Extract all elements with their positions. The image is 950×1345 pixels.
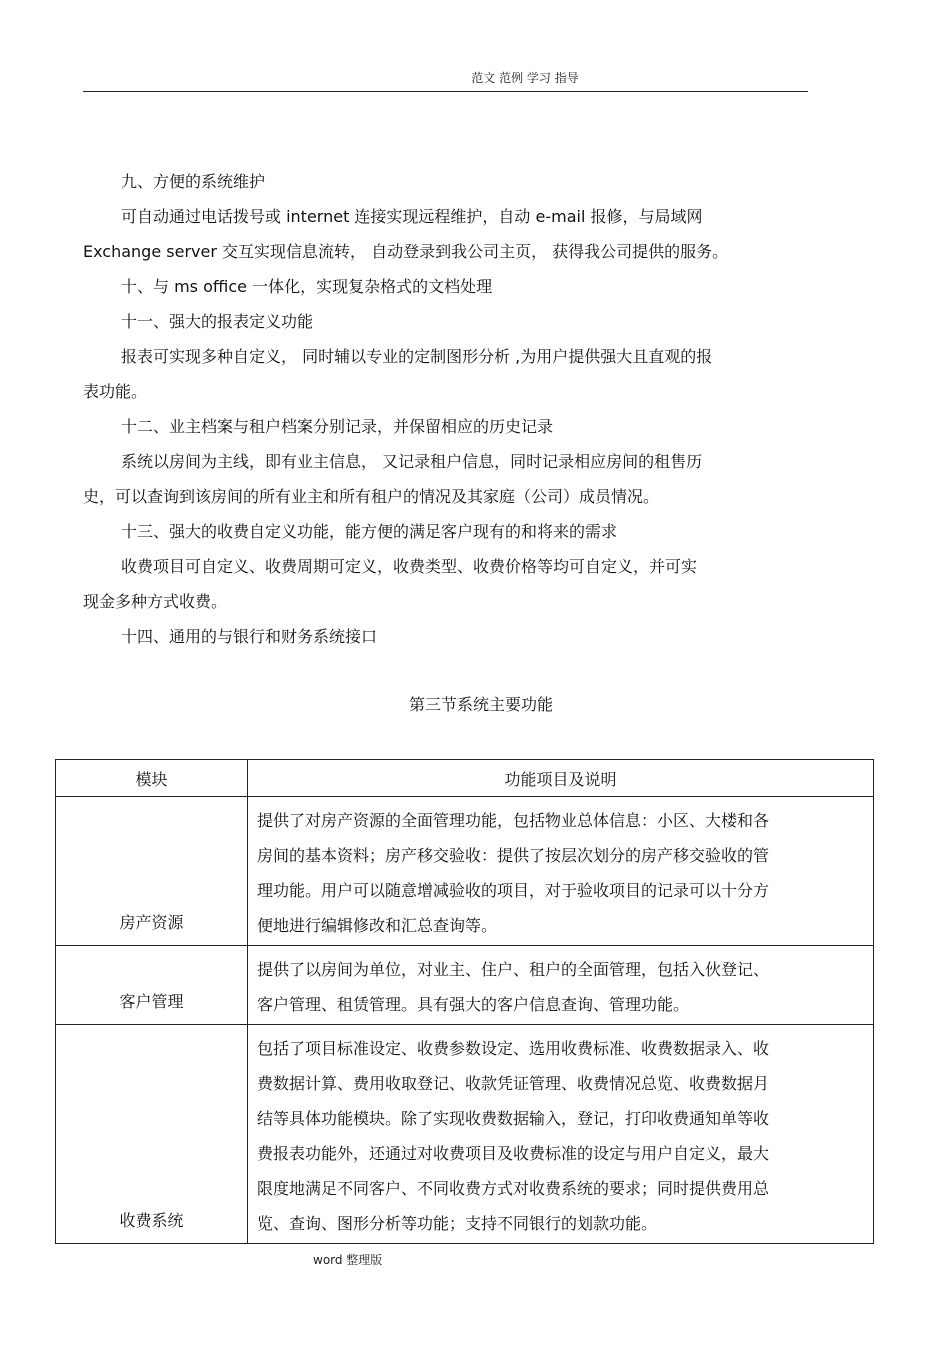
- body-line: 系统以房间为主线，即有业主信息， 又记录租户信息，同时记录相应房间的租售历: [121, 452, 703, 471]
- body-line: 报表可实现多种自定义， 同时辅以专业的定制图形分析 ,为用户提供强大且直观的报: [121, 347, 713, 366]
- body-line: 十、与 ms office 一体化，实现复杂格式的文档处理: [121, 277, 493, 296]
- body-line: 九、方便的系统维护: [121, 172, 266, 191]
- description-line: 结等具体功能模块。除了实现收费数据输入，登记，打印收费通知单等收: [257, 1109, 770, 1128]
- body-line: 史，可以查询到该房间的所有业主和所有租户的情况及其家庭（公司）成员情况。: [83, 487, 660, 506]
- description-cell: [248, 1025, 874, 1244]
- body-line: 表功能。: [83, 382, 148, 401]
- column-header-module: 模块: [56, 760, 248, 797]
- section-title: 第三节系统主要功能: [408, 695, 553, 714]
- table-row: [56, 1025, 874, 1244]
- body-line: 收费项目可自定义、收费周期可定义，收费类型、收费价格等均可自定义，并可实: [121, 557, 698, 576]
- description-line: 提供了以房间为单位，对业主、住户、租户的全面管理，包括入伙登记、: [257, 960, 770, 979]
- body-line: Exchange server 交互实现信息流转， 自动登录到我公司主页， 获得我公司提供的服务。: [83, 242, 729, 261]
- header-rule: [83, 91, 808, 92]
- table-header-row: [56, 760, 874, 797]
- table-row: [56, 946, 874, 1025]
- module-cell: 房产资源: [56, 797, 248, 946]
- description-line: 便地进行编辑修改和汇总查询等。: [257, 916, 498, 935]
- body-text: [83, 164, 808, 654]
- description-line: 览、查询、图形分析等功能；支持不同银行的划款功能。: [257, 1214, 658, 1233]
- module-cell: 客户管理: [56, 946, 248, 1025]
- body-line: 十三、强大的收费自定义功能，能方便的满足客户现有的和将来的需求: [121, 522, 618, 541]
- function-table: [55, 759, 874, 1244]
- description-cell: [248, 946, 874, 1025]
- description-line: 包括了项目标准设定、收费参数设定、选用收费标准、收费数据录入、收: [257, 1039, 770, 1058]
- description-cell: [248, 797, 874, 946]
- column-header-description: 功能项目及说明: [248, 760, 874, 797]
- module-cell: 收费系统: [56, 1025, 248, 1244]
- body-line: 十一、强大的报表定义功能: [121, 312, 314, 331]
- description-line: 费数据计算、费用收取登记、收款凭证管理、收费情况总览、收费数据月: [257, 1074, 770, 1093]
- description-line: 理功能。用户可以随意增减验收的项目，对于验收项目的记录可以十分方: [257, 881, 770, 900]
- body-line: 现金多种方式收费。: [83, 592, 228, 611]
- table-row: [56, 797, 874, 946]
- description-line: 客户管理、租赁管理。具有强大的客户信息查询、管理功能。: [257, 995, 690, 1014]
- body-line: 可自动通过电话拨号或 internet 连接实现远程维护，自动 e-mail 报修，与局域网: [121, 207, 703, 226]
- page-footer: word 整理版: [313, 1253, 383, 1267]
- description-line: 限度地满足不同客户、不同收费方式对收费系统的要求；同时提供费用总: [257, 1179, 770, 1198]
- description-line: 提供了对房产资源的全面管理功能，包括物业总体信息：小区、大楼和各: [257, 811, 770, 830]
- body-line: 十二、业主档案与租户档案分别记录，并保留相应的历史记录: [121, 417, 554, 436]
- description-line: 房间的基本资料；房产移交验收：提供了按层次划分的房产移交验收的管: [257, 846, 770, 865]
- body-line: 十四、通用的与银行和财务系统接口: [121, 627, 378, 646]
- page-header: 范文 范例 学习 指导: [471, 71, 579, 85]
- description-line: 费报表功能外，还通过对收费项目及收费标准的设定与用户自定义，最大: [257, 1144, 770, 1163]
